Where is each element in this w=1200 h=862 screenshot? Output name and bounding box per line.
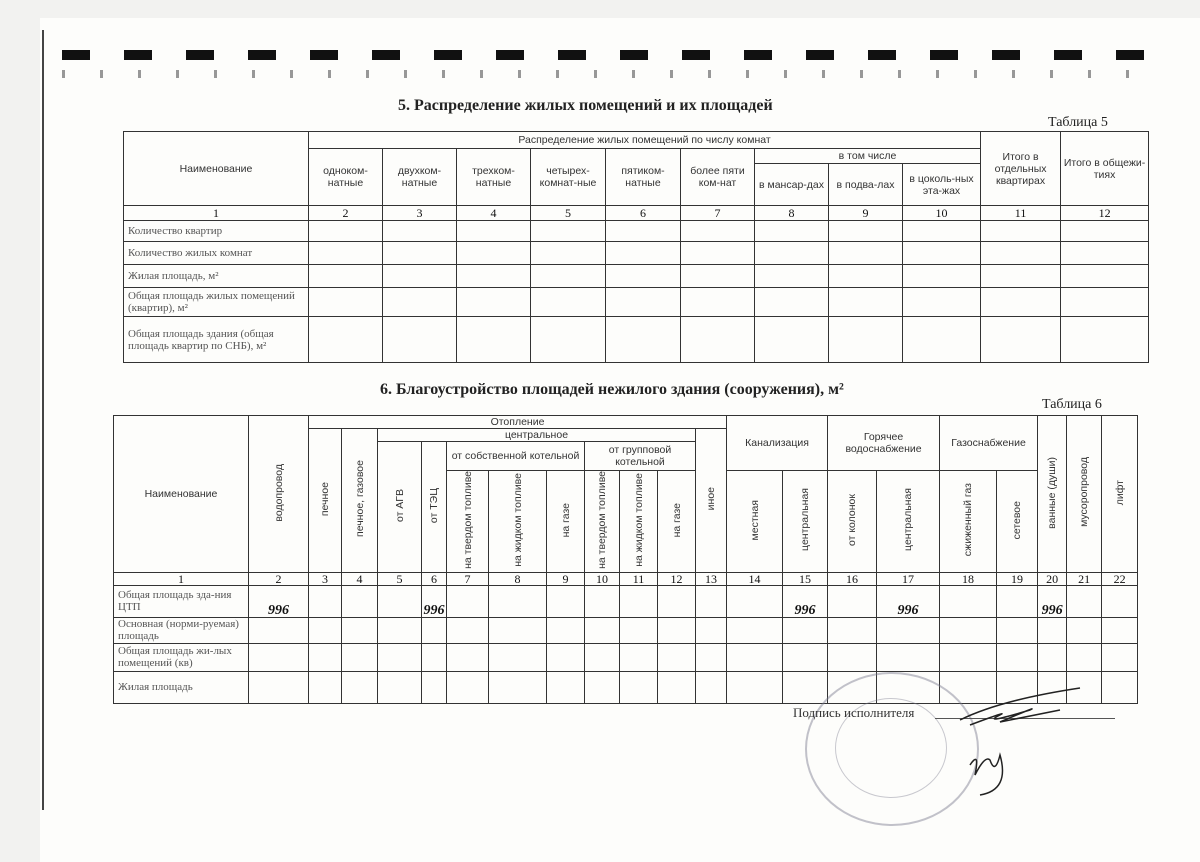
table-cell[interactable] — [620, 643, 658, 671]
table-cell[interactable] — [620, 671, 658, 703]
table-cell[interactable] — [1038, 585, 1067, 617]
table-cell[interactable] — [903, 288, 981, 317]
row-label: Общая площадь здания (общая площадь квартир по СНБ), м² — [124, 317, 309, 363]
table-cell[interactable] — [457, 221, 531, 242]
table-cell[interactable] — [658, 617, 696, 643]
table-cell[interactable] — [877, 643, 940, 671]
table-cell[interactable] — [422, 585, 447, 617]
col-stove: печное — [319, 481, 331, 516]
column-number: 15 — [783, 572, 828, 585]
table-cell[interactable] — [531, 288, 606, 317]
handwritten-value: 996 — [268, 602, 289, 618]
table-cell[interactable] — [696, 671, 727, 703]
table-cell[interactable] — [422, 643, 447, 671]
table-cell[interactable] — [531, 265, 606, 288]
table-cell[interactable] — [422, 671, 447, 703]
row-label: Количество квартир — [124, 221, 309, 242]
table-cell[interactable] — [606, 221, 681, 242]
table-cell[interactable] — [309, 242, 383, 265]
table6-title: 6. Благоустройство площадей нежилого здания (сооружения), м² — [380, 381, 844, 398]
table-cell[interactable] — [547, 671, 585, 703]
table-cell[interactable] — [1038, 617, 1067, 643]
column-number: 9 — [829, 206, 903, 221]
table5-label: Таблица 5 — [1048, 115, 1108, 130]
table-cell[interactable] — [1067, 585, 1102, 617]
table-cell[interactable] — [378, 617, 422, 643]
handwritten-value: 996 — [1041, 602, 1063, 618]
table-cell[interactable] — [620, 585, 658, 617]
table-cell[interactable] — [547, 617, 585, 643]
table-cell[interactable] — [658, 643, 696, 671]
table-cell[interactable] — [981, 265, 1061, 288]
col-hw-column: от колонок — [846, 493, 859, 546]
col-4room: четырех-комнат-ные — [531, 149, 606, 206]
table-cell[interactable] — [1102, 643, 1138, 671]
column-number: 13 — [696, 572, 727, 585]
column-number: 2 — [309, 206, 383, 221]
group-header: Распределение жилых помещений по числу комнат — [309, 132, 981, 149]
column-number: 8 — [489, 572, 547, 585]
group-group-boiler: от групповой котельной — [585, 442, 696, 471]
column-number: 5 — [378, 572, 422, 585]
column-number: 3 — [383, 206, 457, 221]
table-cell[interactable] — [1061, 288, 1149, 317]
group-hot-water: Горячее водоснабжение — [828, 416, 940, 471]
table-cell[interactable] — [727, 643, 783, 671]
table-cell[interactable] — [727, 617, 783, 643]
table-cell[interactable] — [547, 643, 585, 671]
col-plinth: в цоколь-ных эта-жах — [903, 164, 981, 206]
table-cell[interactable] — [755, 265, 829, 288]
table6 — [113, 415, 1138, 704]
table-cell[interactable] — [447, 671, 489, 703]
table-cell[interactable] — [829, 221, 903, 242]
table-row — [124, 317, 1149, 363]
column-number: 18 — [940, 572, 997, 585]
column-number: 5 — [531, 206, 606, 221]
table-cell[interactable] — [940, 643, 997, 671]
table-cell[interactable] — [489, 643, 547, 671]
table-cell[interactable] — [658, 671, 696, 703]
col-group-solid: на твердом топливе — [596, 471, 608, 569]
col-lift: лифт — [1113, 479, 1126, 506]
column-number: 7 — [681, 206, 755, 221]
table-cell[interactable] — [1061, 221, 1149, 242]
table-row — [114, 617, 1138, 643]
group-sewer: Канализация — [727, 416, 828, 471]
col-baths: ванные (души) — [1046, 456, 1059, 529]
column-number: 1 — [114, 572, 249, 585]
column-number: 1 — [124, 206, 309, 221]
table-cell[interactable] — [1102, 671, 1138, 703]
signature-scribble — [940, 680, 1090, 800]
table-cell[interactable] — [606, 317, 681, 363]
column-number: 10 — [585, 572, 620, 585]
table-cell[interactable] — [457, 242, 531, 265]
col-gas-network: сетевое — [1011, 500, 1024, 540]
table-cell[interactable] — [342, 585, 378, 617]
signature-label: Подпись исполнителя — [793, 705, 915, 720]
col-attic: в мансар-дах — [755, 164, 829, 206]
table-cell[interactable] — [681, 288, 755, 317]
table-cell[interactable] — [981, 288, 1061, 317]
col-own-solid: на твердом топливе — [461, 471, 474, 569]
col-5room: пятиком-натные — [606, 149, 681, 206]
table-cell[interactable] — [727, 671, 783, 703]
table-cell[interactable] — [457, 265, 531, 288]
column-number: 10 — [903, 206, 981, 221]
column-number: 11 — [981, 206, 1061, 221]
group-heating: Отопление — [309, 416, 727, 429]
table-cell[interactable] — [997, 585, 1038, 617]
table-cell[interactable] — [1102, 585, 1138, 617]
col-own-liquid: на жидком топливе — [511, 473, 524, 567]
table-cell[interactable] — [1067, 617, 1102, 643]
column-number: 11 — [620, 572, 658, 585]
row-label: Общая площадь жилых помещений (квартир), м² — [124, 288, 309, 317]
table-cell[interactable] — [383, 221, 457, 242]
table-cell[interactable] — [997, 617, 1038, 643]
table-cell[interactable] — [727, 585, 783, 617]
row-label: Жилая площадь — [114, 671, 249, 703]
table-cell[interactable] — [309, 643, 342, 671]
column-number: 2 — [249, 572, 309, 585]
column-number: 20 — [1038, 572, 1067, 585]
table-cell[interactable] — [383, 317, 457, 363]
handwritten-value: 996 — [897, 602, 919, 618]
scan-edge — [42, 30, 44, 810]
column-number: 17 — [877, 572, 940, 585]
table-cell[interactable] — [981, 221, 1061, 242]
table-cell[interactable] — [755, 242, 829, 265]
table-cell[interactable] — [606, 288, 681, 317]
table-cell[interactable] — [342, 671, 378, 703]
col-stove-gas: печное, газовое — [353, 460, 366, 538]
col-2room: двухком-натные — [383, 149, 457, 206]
table-cell[interactable] — [309, 617, 342, 643]
handwritten-value: 996 — [423, 602, 445, 618]
table-cell[interactable] — [606, 265, 681, 288]
col-group-liquid: на жидком топливе — [632, 473, 645, 567]
column-number: 12 — [1061, 206, 1149, 221]
row-label: Жилая площадь, м² — [124, 265, 309, 288]
group-gas: Газоснабжение — [940, 416, 1038, 471]
table-cell[interactable] — [489, 617, 547, 643]
row-label: Общая площадь зда-ния ЦТП — [114, 585, 249, 617]
col-total-apartments: Итого в отдельных квартирах — [981, 132, 1061, 206]
table-cell[interactable] — [383, 242, 457, 265]
column-number: 12 — [658, 572, 696, 585]
scan-ticks — [62, 70, 1162, 78]
table-cell[interactable] — [903, 317, 981, 363]
table-cell[interactable] — [981, 242, 1061, 265]
table-cell[interactable] — [606, 242, 681, 265]
table-cell[interactable] — [1067, 643, 1102, 671]
table-cell[interactable] — [249, 671, 309, 703]
table-cell[interactable] — [489, 671, 547, 703]
column-number: 9 — [547, 572, 585, 585]
table-cell[interactable] — [531, 221, 606, 242]
row-label: Количество жилых комнат — [124, 242, 309, 265]
table-cell[interactable] — [755, 317, 829, 363]
table-cell[interactable] — [585, 671, 620, 703]
scan-marks — [62, 50, 1172, 60]
table-cell[interactable] — [783, 617, 828, 643]
table-cell[interactable] — [422, 617, 447, 643]
table-cell[interactable] — [378, 585, 422, 617]
table-cell[interactable] — [681, 221, 755, 242]
table-cell[interactable] — [903, 265, 981, 288]
table-cell[interactable] — [1061, 317, 1149, 363]
group-own-boiler: от собственной котельной — [447, 442, 585, 471]
table-cell[interactable] — [783, 643, 828, 671]
col-1room: одноком-натные — [309, 149, 383, 206]
col-own-gas: на газе — [559, 502, 572, 538]
column-number: 6 — [422, 572, 447, 585]
column-number: 19 — [997, 572, 1038, 585]
table-cell[interactable] — [531, 317, 606, 363]
col-more5: более пяти ком-нат — [681, 149, 755, 206]
col-total-dorms: Итого в общежи-тиях — [1061, 132, 1149, 206]
table-cell[interactable] — [457, 288, 531, 317]
table-cell[interactable] — [783, 671, 828, 703]
row-label: Основная (норми-руемая) площадь — [114, 617, 249, 643]
table-cell[interactable] — [383, 265, 457, 288]
column-number: 14 — [727, 572, 783, 585]
table-cell[interactable] — [829, 288, 903, 317]
table-cell[interactable] — [903, 242, 981, 265]
column-number: 16 — [828, 572, 877, 585]
table-cell[interactable] — [828, 585, 877, 617]
table-row — [124, 221, 1149, 242]
row-label: Общая площадь жи-лых помещений (кв) — [114, 643, 249, 671]
table-cell[interactable] — [828, 617, 877, 643]
table-cell[interactable] — [309, 317, 383, 363]
col-other: иное — [705, 487, 718, 511]
table-cell[interactable] — [658, 585, 696, 617]
table-cell[interactable] — [342, 617, 378, 643]
number-row — [114, 572, 1138, 585]
column-number: 4 — [457, 206, 531, 221]
table-cell[interactable] — [681, 265, 755, 288]
sub-group: в том числе — [755, 149, 981, 164]
col-name: Наименование — [114, 416, 249, 573]
col-tec: от ТЭЦ — [428, 487, 440, 523]
column-number: 21 — [1067, 572, 1102, 585]
table-cell[interactable] — [696, 643, 727, 671]
table-cell[interactable] — [877, 617, 940, 643]
col-sewer-central: центральная — [799, 488, 812, 552]
col-group-gas: на газе — [670, 502, 683, 538]
table-row — [114, 643, 1138, 671]
table-cell[interactable] — [585, 617, 620, 643]
table-cell[interactable] — [585, 643, 620, 671]
table-cell[interactable] — [1061, 265, 1149, 288]
table-cell[interactable] — [342, 643, 378, 671]
group-central: центральное — [378, 429, 696, 442]
col-garbage: мусоропровод — [1078, 457, 1091, 528]
table-cell[interactable] — [940, 585, 997, 617]
table-cell[interactable] — [447, 585, 489, 617]
table-cell[interactable] — [696, 585, 727, 617]
table-cell[interactable] — [309, 221, 383, 242]
number-row — [124, 206, 1149, 221]
table-cell[interactable] — [1038, 643, 1067, 671]
table-cell[interactable] — [755, 221, 829, 242]
table5-title: 5. Распределение жилых помещений и их площадей — [398, 97, 773, 114]
table-cell[interactable] — [829, 317, 903, 363]
table-cell[interactable] — [620, 617, 658, 643]
table-cell[interactable] — [547, 585, 585, 617]
table-row — [114, 585, 1138, 617]
table-row — [124, 288, 1149, 317]
table-cell[interactable] — [585, 585, 620, 617]
col-hw-central: центральная — [902, 488, 915, 552]
table-cell[interactable] — [383, 288, 457, 317]
table-cell[interactable] — [309, 671, 342, 703]
table-cell[interactable] — [903, 221, 981, 242]
table-cell[interactable] — [309, 585, 342, 617]
table-cell[interactable] — [378, 643, 422, 671]
col-gas-liquefied: сжиженный газ — [962, 483, 975, 557]
table-cell[interactable] — [447, 643, 489, 671]
table-cell[interactable] — [997, 643, 1038, 671]
table5 — [123, 131, 1149, 363]
table-cell[interactable] — [1102, 617, 1138, 643]
table6-label: Таблица 6 — [1042, 397, 1102, 412]
table-cell[interactable] — [828, 643, 877, 671]
handwritten-value: 996 — [794, 602, 816, 618]
col-name: Наименование — [124, 132, 309, 206]
column-number: 22 — [1102, 572, 1138, 585]
table-cell[interactable] — [378, 671, 422, 703]
table-cell[interactable] — [681, 242, 755, 265]
column-number: 3 — [309, 572, 342, 585]
col-water: водопровод — [272, 463, 285, 522]
table-cell[interactable] — [249, 643, 309, 671]
table-cell[interactable] — [457, 317, 531, 363]
table-cell[interactable] — [447, 617, 489, 643]
table-cell[interactable] — [309, 265, 383, 288]
table-cell[interactable] — [940, 617, 997, 643]
column-number: 7 — [447, 572, 489, 585]
table-cell[interactable] — [829, 242, 903, 265]
table-cell[interactable] — [981, 317, 1061, 363]
table-cell[interactable] — [755, 288, 829, 317]
table-cell[interactable] — [531, 242, 606, 265]
col-agv: от АГВ — [393, 488, 406, 522]
table-row — [124, 265, 1149, 288]
column-number: 8 — [755, 206, 829, 221]
table-cell[interactable] — [681, 317, 755, 363]
table-cell[interactable] — [829, 265, 903, 288]
column-number: 6 — [606, 206, 681, 221]
table-row — [124, 242, 1149, 265]
table-cell[interactable] — [783, 585, 828, 617]
table-cell[interactable] — [249, 617, 309, 643]
table-cell[interactable] — [489, 585, 547, 617]
table-cell[interactable] — [309, 288, 383, 317]
table-cell[interactable] — [249, 585, 309, 617]
table-cell[interactable] — [696, 617, 727, 643]
table-cell[interactable] — [877, 585, 940, 617]
col-3room: трехком-натные — [457, 149, 531, 206]
column-number: 4 — [342, 572, 378, 585]
col-basement: в подва-лах — [829, 164, 903, 206]
table-cell[interactable] — [1061, 242, 1149, 265]
col-sewer-local: местная — [748, 499, 761, 541]
